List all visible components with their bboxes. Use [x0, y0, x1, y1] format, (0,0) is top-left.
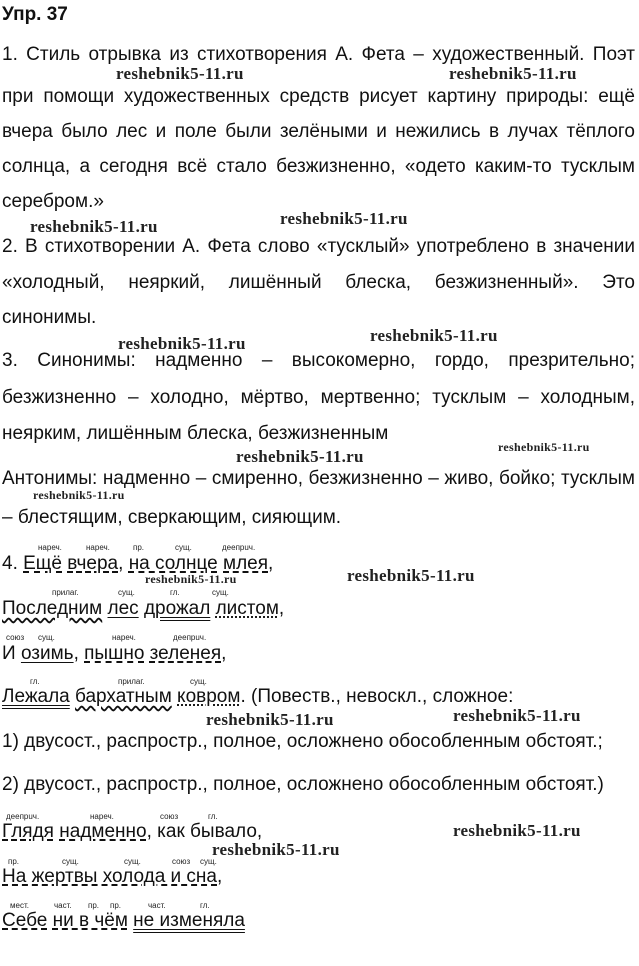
watermark: reshebnik5-11.ru	[30, 217, 158, 236]
gloss: гл.	[170, 588, 180, 597]
gloss: сущ.	[212, 588, 229, 597]
p2-line2: «холодный, неяркий, лишённый блеска, безжизненный». Это	[2, 272, 635, 293]
word: Последним	[2, 598, 103, 619]
punct: ,	[73, 643, 85, 664]
item-number: 4.	[2, 553, 24, 574]
punct: ,	[278, 598, 285, 619]
p3-line2: безжизненно – холодно, мёртво, мертвенно; тусклым – холодным,	[2, 387, 635, 408]
punct: ,	[217, 866, 223, 887]
watermark: reshebnik5-11.ru	[145, 572, 237, 586]
gloss: гл.	[208, 812, 218, 821]
gloss: нареч.	[112, 633, 136, 642]
word: Ещё	[23, 553, 62, 574]
gloss: прилаг.	[52, 588, 79, 597]
word: лес	[107, 598, 139, 619]
word: листом	[215, 598, 279, 619]
watermark: reshebnik5-11.ru	[33, 488, 125, 502]
punct: ,	[256, 821, 263, 842]
p2-line1: 2. В стихотворении А. Фета слово «тусклый» употреблено в значении	[2, 236, 635, 257]
analysis-line2: 2) двусост., распростр., полное, осложнено обособленным обстоят.)	[2, 774, 604, 795]
word: не изменяла	[133, 910, 245, 931]
gloss: нареч.	[90, 812, 114, 821]
word: , как бывало	[146, 821, 257, 842]
p2-line3: синонимы.	[2, 307, 97, 328]
poem-line4	[2, 686, 513, 708]
analysis-text: . (Повеств., невоскл., сложное:	[240, 686, 514, 707]
watermark: reshebnik5-11.ru	[280, 209, 408, 228]
watermark: reshebnik5-11.ru	[453, 821, 581, 840]
word: вчера	[67, 553, 119, 574]
p3-line1: 3. Синонимы: надменно – высокомерно, гордо, презрительно;	[2, 350, 635, 371]
p1-line5: серебром.»	[2, 191, 104, 212]
gloss: деепрuч.	[222, 543, 256, 552]
word: млея	[223, 553, 269, 574]
word: озимь	[20, 643, 74, 664]
word: ковром	[177, 686, 241, 707]
gloss: союз	[172, 857, 191, 866]
gloss: союз	[6, 633, 25, 642]
watermark: reshebnik5-11.ru	[116, 64, 244, 83]
word: На жертвы холода и сна	[2, 866, 217, 887]
poem-line7	[2, 910, 245, 932]
poem-line2	[2, 598, 284, 620]
gloss: пр.	[8, 857, 20, 866]
gloss: нареч.	[38, 543, 62, 552]
gloss: сущ.	[190, 677, 207, 686]
gloss: союз	[160, 812, 179, 821]
gloss: сущ.	[200, 857, 217, 866]
watermark: reshebnik5-11.ru	[212, 840, 340, 859]
word: надменно	[59, 821, 147, 842]
gloss: мест.	[10, 901, 29, 910]
word: Глядя	[2, 821, 54, 842]
poem-line6	[2, 866, 222, 888]
analysis-line1: 1) двусост., распростр., полное, осложнено обособленным обстоят.;	[2, 731, 603, 752]
gloss: гл.	[30, 677, 40, 686]
gloss: пр.	[133, 543, 145, 552]
poem-line3	[2, 643, 226, 665]
gloss: част.	[148, 901, 166, 910]
word: Себе	[2, 910, 48, 931]
word: И	[2, 643, 21, 664]
word: Лежала	[2, 686, 70, 707]
gloss: сущ.	[175, 543, 192, 552]
exercise-title: Упр. 37	[2, 4, 68, 25]
watermark: reshebnik5-11.ru	[453, 706, 581, 725]
gloss: сущ.	[62, 857, 79, 866]
gloss: пр.	[88, 901, 100, 910]
watermark: reshebnik5-11.ru	[347, 566, 475, 585]
poem-line1: 4. Ещё вчера, на солнце млея,	[2, 553, 274, 574]
p1-line4: солнца, а сегодня всё стало безжизненно, «одето каким-то тусклым	[2, 156, 635, 177]
gloss: нареч.	[86, 543, 110, 552]
punct: ,	[268, 553, 274, 574]
punct: ,	[221, 643, 227, 664]
p3-line5: – блестящим, сверкающим, сияющим.	[2, 507, 342, 528]
word: ни в чём	[52, 910, 128, 931]
watermark: reshebnik5-11.ru	[206, 710, 334, 729]
word: на солнце	[128, 553, 218, 574]
p1-line2: при помощи художественных средств рисует картину природы: ещё	[2, 86, 635, 107]
gloss: деепрuч.	[173, 633, 207, 642]
p1-line3: вчера было лес и поле были зелёными и нежились в лучах тёплого	[2, 121, 635, 142]
p3-line4: Антонимы: надменно – смиренно, безжизненно – живо, бойко; тусклым	[2, 468, 635, 489]
watermark: reshebnik5-11.ru	[118, 334, 246, 353]
gloss: гл.	[200, 901, 210, 910]
word: зеленея	[149, 643, 222, 664]
word: бархатным	[75, 686, 172, 707]
p1-line1: 1. Стиль отрывка из стихотворения А. Фета – художественный. Поэт	[2, 44, 635, 65]
gloss: пр.	[110, 901, 122, 910]
word: пышно	[84, 643, 145, 664]
word: дрожал	[143, 598, 211, 619]
gloss: прилаг.	[118, 677, 145, 686]
watermark: reshebnik5-11.ru	[498, 440, 590, 454]
gloss: част.	[54, 901, 72, 910]
p3-line3: неярким, лишённым блеска, безжизненным	[2, 423, 389, 444]
gloss: сущ.	[118, 588, 135, 597]
gloss: сущ.	[38, 633, 55, 642]
watermark: reshebnik5-11.ru	[236, 447, 364, 466]
gloss: сущ.	[124, 857, 141, 866]
watermark: reshebnik5-11.ru	[370, 326, 498, 345]
gloss: деепрuч.	[6, 812, 40, 821]
watermark: reshebnik5-11.ru	[449, 64, 577, 83]
